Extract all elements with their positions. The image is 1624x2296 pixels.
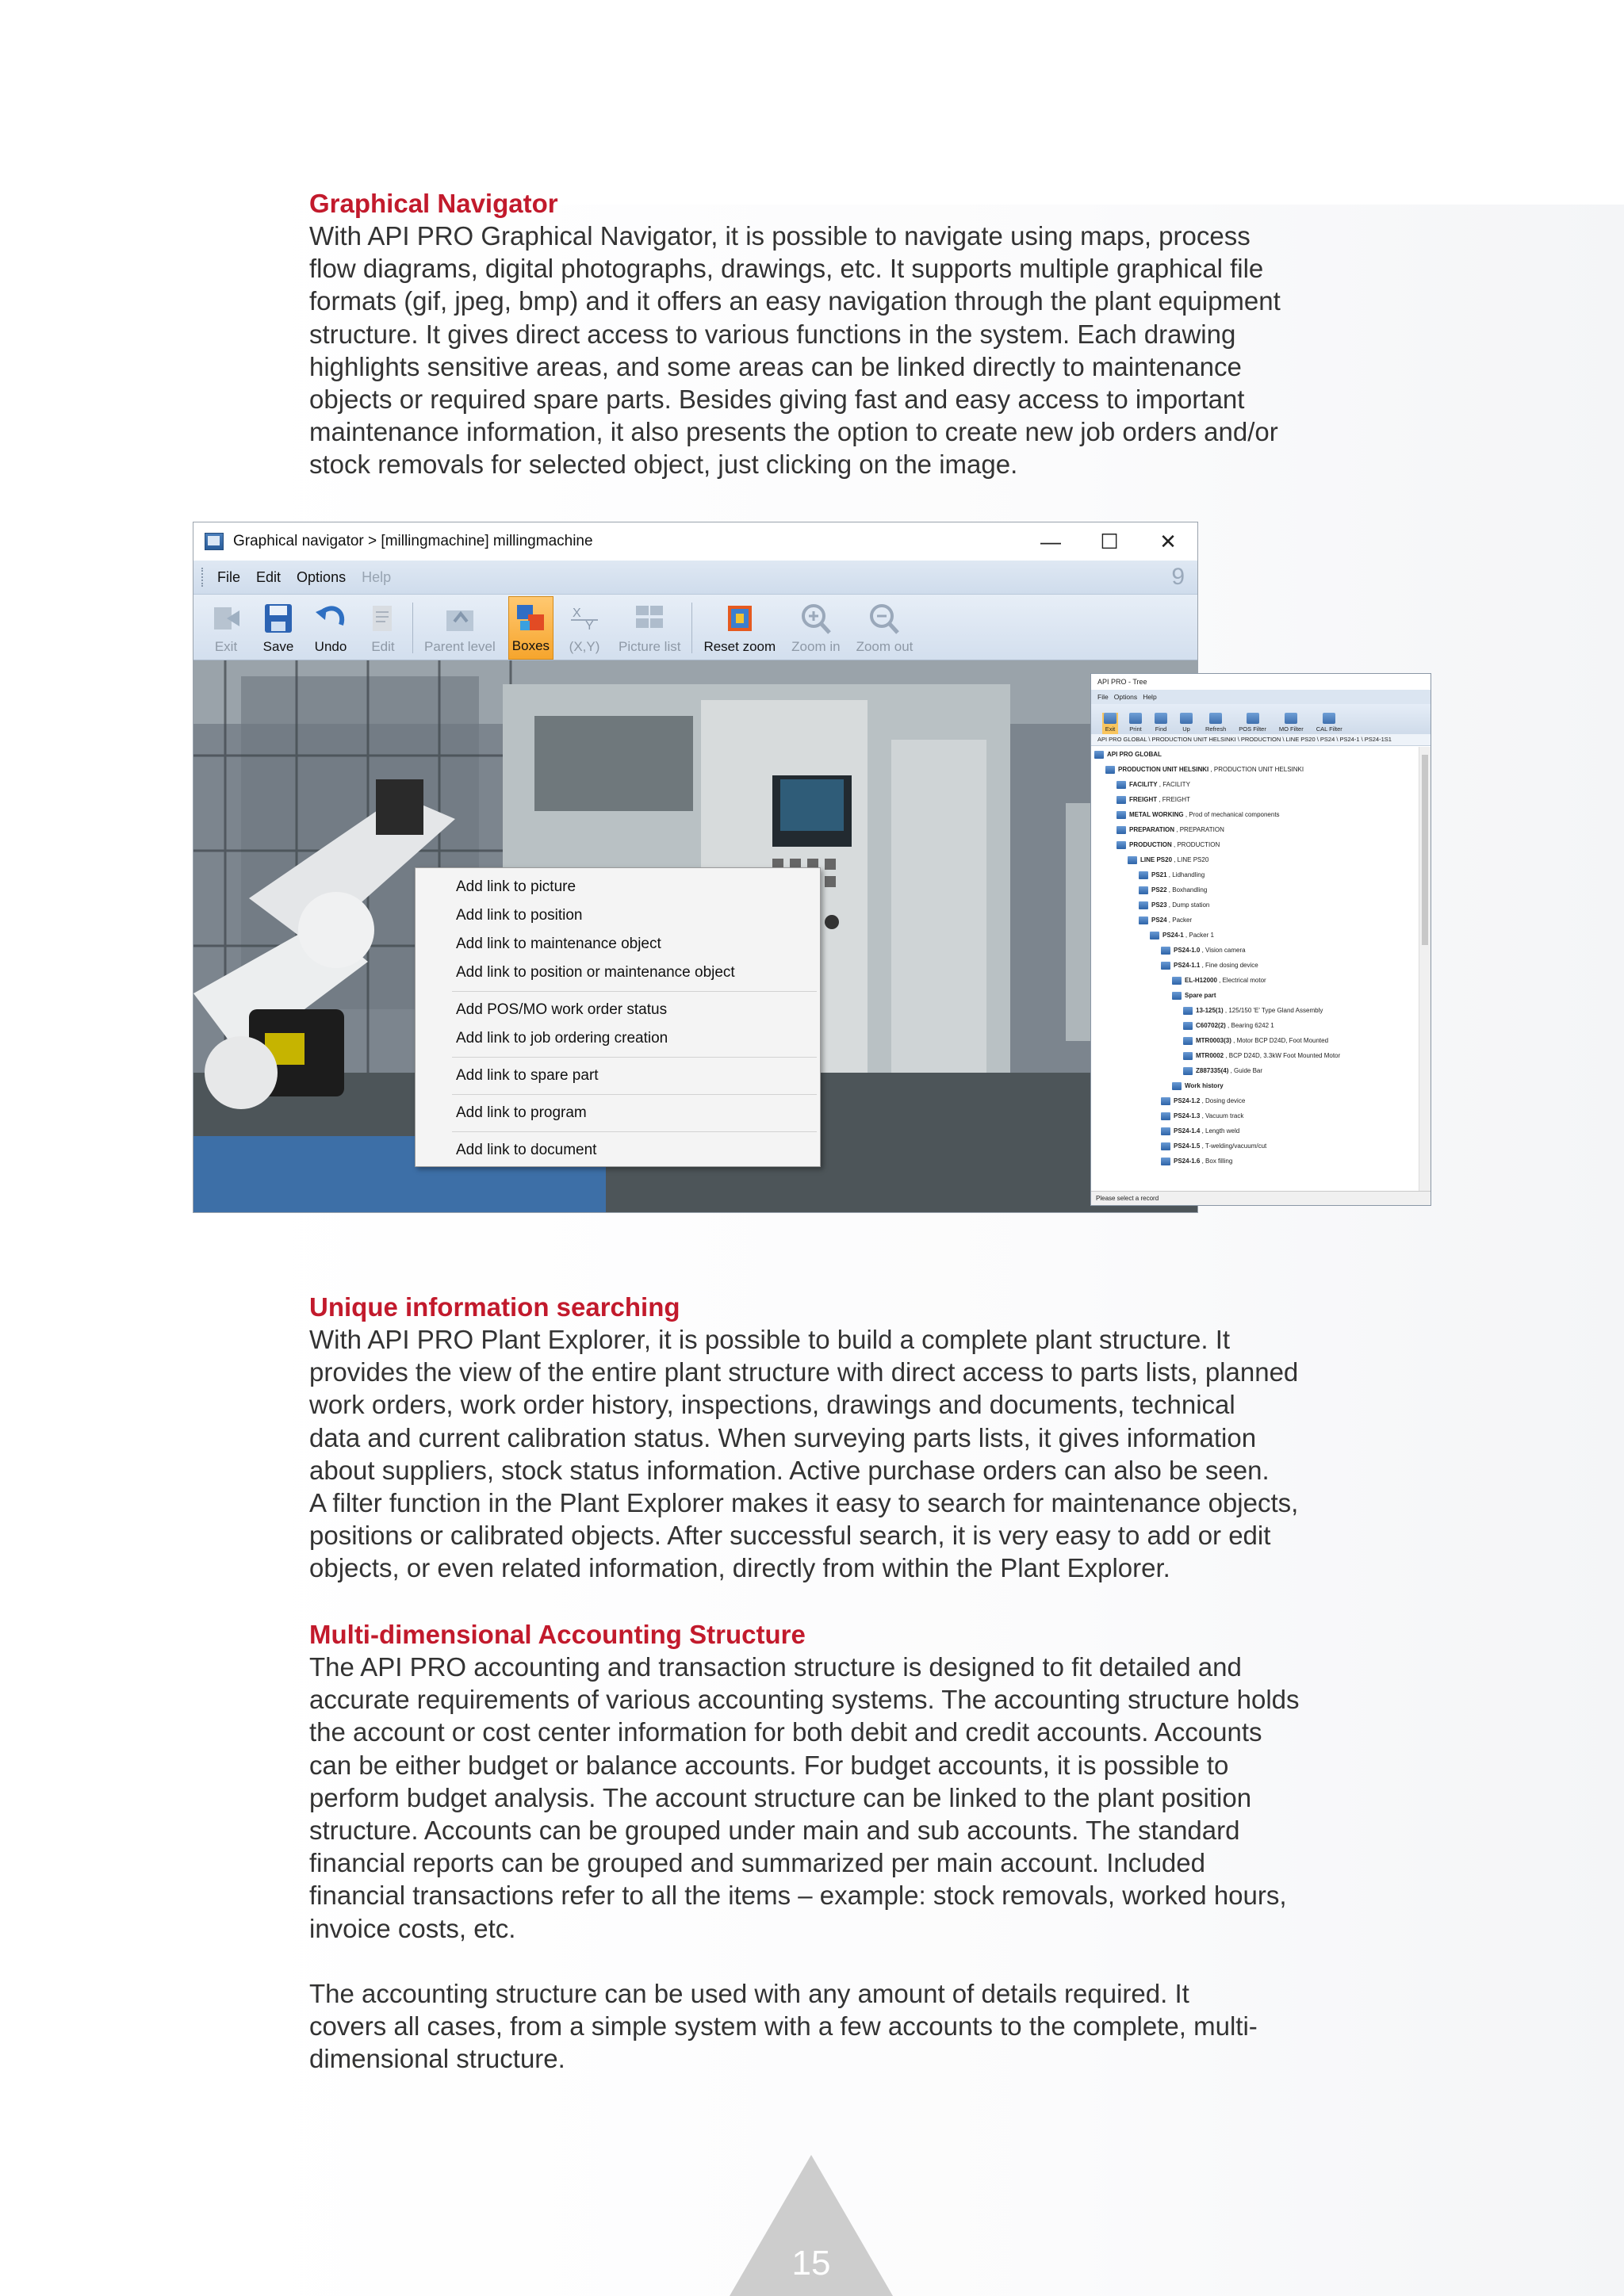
section-body-2: The accounting structure can be used with any amount of details required. It covers all cases, from a simple system with a few accounts to the complete, multi- dimensional structure. (309, 1978, 1258, 2074)
parent-level-button[interactable] (421, 596, 499, 660)
menu-file[interactable]: File (217, 568, 241, 585)
tree-row-desc: , PRODUCTION (1171, 841, 1220, 848)
exit-icon (208, 601, 244, 636)
node-icon (1161, 1097, 1170, 1105)
tree-row-code: C60702(2) (1196, 1022, 1226, 1029)
tree-row-code: PS21 (1151, 871, 1167, 878)
toolbar-separator (691, 603, 692, 653)
menu-separator (452, 1094, 817, 1095)
tree-row[interactable] (1161, 1138, 1266, 1154)
tree-row-code: PS24-1.4 (1174, 1127, 1201, 1135)
tree-row[interactable] (1161, 1093, 1245, 1108)
boxes-icon (512, 600, 549, 635)
tree-row-desc: , FREIGHT (1157, 796, 1190, 803)
tree-row-desc: , FACILITY (1157, 781, 1190, 788)
undo-button[interactable] (309, 596, 352, 660)
zoom-out-label: Zoom out (856, 639, 914, 654)
picture-list-button[interactable] (615, 596, 684, 660)
context-menu (415, 867, 821, 1167)
tree-row[interactable] (1105, 762, 1304, 777)
node-icon (1116, 811, 1126, 819)
tree-window-title: API PRO - Tree (1091, 674, 1431, 690)
section-body: The API PRO accounting and transaction structure is designed to fit detailed and accurate requirements of various accounting systems. The accounting structure holds the account or cost center information for both debit and credit accounts. Accounts can be either budget or balance accounts. For budget accounts, it is possible to perform budget analysis. The account structure can be linked to the plant position structure. Accounts can be grouped under main and sub accounts. The standard financial reports can be grouped and summarized per main account. Included financial transactions refer to all the items – example: stock removals, worked hours, invoice costs, etc. (309, 1652, 1300, 1943)
help-icon[interactable]: 9 (1171, 564, 1185, 590)
maximize-button[interactable]: ☐ (1100, 529, 1119, 553)
save-label: Save (262, 639, 294, 654)
tree-cal-filter-label: CAL Filter (1316, 725, 1342, 733)
filter-icon (1247, 713, 1259, 724)
tree-row-desc: , Vision camera (1200, 947, 1246, 954)
toolbar-separator (412, 603, 413, 653)
tree-exit-label: Exit (1105, 725, 1116, 733)
save-button[interactable] (257, 596, 300, 660)
tree-row-code: PS24-1.3 (1174, 1112, 1201, 1119)
tree-mo-filter-label: MO Filter (1278, 725, 1304, 733)
app-icon (205, 533, 224, 550)
tree-row-desc: , Guide Bar (1228, 1067, 1263, 1074)
tree-row-code: API PRO GLOBAL (1107, 751, 1162, 758)
node-icon (1139, 871, 1148, 879)
node-icon (1116, 841, 1126, 849)
ctx-add-link-to-maintenance-object[interactable]: Add link to maintenance object (456, 936, 661, 952)
tree-row-code: PS24-1.6 (1174, 1158, 1201, 1165)
menu-grip (201, 568, 206, 587)
tree-row-desc: , Dump station (1166, 901, 1210, 909)
ctx-add-link-to-job-ordering-creation[interactable]: Add link to job ordering creation (456, 1030, 668, 1047)
print-icon (1129, 713, 1142, 724)
zoom-out-icon (866, 601, 902, 636)
tree-row-desc: , PRODUCTION UNIT HELSINKI (1208, 766, 1304, 773)
tree-row[interactable] (1183, 1003, 1323, 1018)
tree-row-desc: , BCP D24D, 3.3kW Foot Mounted Motor (1224, 1052, 1341, 1059)
menu-separator (452, 1131, 817, 1132)
tree-row-desc: , T-welding/vacuum/cut (1200, 1142, 1267, 1150)
tree-row-code: PS22 (1151, 886, 1167, 894)
tree-row-code: Work history (1185, 1082, 1224, 1089)
part-icon (1183, 1007, 1193, 1015)
picture-list-label: Picture list (619, 639, 681, 654)
tree-row-code: PRODUCTION (1129, 841, 1172, 848)
page-number: 15 (791, 2244, 831, 2283)
tree-row-desc: , LINE PS20 (1172, 856, 1209, 863)
tree-pos-filter-button[interactable] (1237, 713, 1268, 734)
ctx-add-pos-mo-work-order-status[interactable]: Add POS/MO work order status (456, 1001, 668, 1018)
node-icon (1139, 916, 1148, 924)
section-unique-information-searching (309, 1291, 1364, 1585)
zoom-in-button[interactable] (788, 596, 843, 660)
tree-row[interactable] (1116, 822, 1224, 837)
section-graphical-navigator (309, 187, 1364, 481)
tree-exit-button[interactable] (1102, 713, 1118, 734)
tree-row-code: LINE PS20 (1140, 856, 1173, 863)
tree-refresh-button[interactable] (1204, 713, 1228, 734)
menu-separator (452, 1057, 817, 1058)
refresh-icon (1209, 713, 1222, 724)
tree-row-code: PS24-1.5 (1174, 1142, 1201, 1150)
zoom-in-label: Zoom in (791, 639, 841, 654)
tree-row[interactable] (1172, 1078, 1224, 1093)
tree-row-desc: , Length weld (1200, 1127, 1240, 1135)
window-titlebar (193, 522, 1197, 561)
tree-status-bar: Please select a record (1091, 1191, 1431, 1205)
reset-zoom-label: Reset zoom (703, 639, 776, 654)
tree-row-desc: , PREPARATION (1174, 826, 1224, 833)
edit-label: Edit (371, 639, 395, 654)
tree-row[interactable] (1161, 1154, 1232, 1169)
tree-row-code: PS24 (1151, 916, 1167, 924)
section-body: With API PRO Graphical Navigator, it is possible to navigate using maps, process flow diagrams, digital photographs, drawings, etc. It supports multiple graphical file formats (gif, jpeg, bmp) and it offers an easy navigation through the plant equipment structure. It gives direct access to various functions in the system. Each drawing highlights sensitive areas, and some areas can be linked directly to maintenance objects or required spare parts. Besides giving fast and easy access to important maintenance information, it also presents the option to create new job orders and/or stock removals for selected object, just clicking on the image. (309, 221, 1281, 480)
tree-up-button[interactable] (1178, 713, 1194, 734)
tree-row[interactable] (1128, 852, 1208, 867)
tree-row-desc: , Boxhandling (1166, 886, 1208, 894)
menu-help[interactable]: Help (362, 568, 392, 585)
node-icon (1116, 796, 1126, 804)
tree-row-desc: , Dosing device (1200, 1097, 1246, 1104)
ctx-add-link-to-spare-part[interactable]: Add link to spare part (456, 1067, 599, 1084)
tree-window (1090, 673, 1431, 1206)
work-history-icon (1172, 1082, 1182, 1090)
reset-zoom-icon (722, 601, 758, 636)
find-icon (1155, 713, 1167, 724)
section-heading: Unique information searching (309, 1292, 680, 1322)
svg-text:Y: Y (585, 619, 594, 633)
tree-print-label: Print (1129, 725, 1142, 733)
tree-menu-file[interactable]: File (1097, 693, 1109, 701)
node-icon (1161, 1142, 1170, 1150)
xy-icon (566, 601, 603, 636)
tree-mo-filter-button[interactable] (1277, 713, 1305, 734)
tree-row-desc: , 125/150 'E' Type Gland Assembly (1223, 1007, 1323, 1014)
part-icon (1183, 1067, 1193, 1075)
node-icon (1139, 901, 1148, 909)
up-icon (1180, 713, 1193, 724)
parent-level-icon (442, 601, 478, 636)
tree-row-code: MTR0003(3) (1196, 1037, 1231, 1044)
node-icon (1161, 1112, 1170, 1120)
tree-row-desc: , Prod of mechanical components (1183, 811, 1280, 818)
menu-edit[interactable]: Edit (256, 568, 282, 585)
tree-row[interactable] (1139, 867, 1205, 882)
tree-row-code: PREPARATION (1129, 826, 1175, 833)
xy-label: (X,Y) (569, 639, 600, 654)
tree-row[interactable] (1094, 747, 1162, 762)
ctx-add-link-to-picture[interactable]: Add link to picture (456, 878, 576, 895)
section-body: With API PRO Plant Explorer, it is possible to build a complete plant structure. It provides the view of the entire plant structure with direct access to parts lists, planned work orders, work order history, inspections, drawings and documents, technical data and current calibration status. When surveying parts lists, it gives information about suppliers, stock status information. Active purchase orders can also be seen. A filter function in the Plant Explorer makes it easy to search for maintenance objects, positions or calibrated objects. After successful search, it is very easy to add or edit objects, or even related information, directly from within the Plant Explorer. (309, 1325, 1299, 1583)
part-icon (1183, 1022, 1193, 1030)
tree-row[interactable] (1183, 1033, 1328, 1048)
tree-row[interactable] (1116, 777, 1190, 792)
tree-scrollbar[interactable] (1419, 747, 1431, 1191)
tree-row[interactable] (1150, 928, 1214, 943)
tree-menu-help[interactable]: Help (1143, 693, 1157, 701)
tree-menu-options[interactable]: Options (1113, 693, 1138, 701)
exit-label: Exit (214, 639, 238, 654)
tree-row-desc: , Electrical motor (1216, 977, 1266, 984)
node-icon (1161, 1158, 1170, 1165)
tree-row-desc: , Packer (1166, 916, 1193, 924)
tree-row[interactable] (1161, 943, 1246, 958)
part-icon (1183, 1052, 1193, 1060)
section-heading: Graphical Navigator (309, 189, 558, 218)
tree-path: API PRO GLOBAL \ PRODUCTION UNIT HELSINKI \ PRODUCTION \ LINE PS20 \ PS24 \ PS24-1 \ PS24-1S1 (1091, 734, 1431, 746)
tree-row-code: PS24-1 (1162, 932, 1184, 939)
tree-find-label: Find (1155, 725, 1167, 733)
tree-refresh-label: Refresh (1205, 725, 1227, 733)
tree-row[interactable] (1161, 1108, 1243, 1123)
svg-text:X: X (573, 607, 581, 620)
tree-row-desc: , Box filling (1200, 1158, 1233, 1165)
tree-row-code: EL-H12000 (1185, 977, 1217, 984)
tree-row[interactable] (1139, 913, 1192, 928)
node-icon (1150, 932, 1159, 939)
tree-row[interactable] (1172, 988, 1216, 1003)
filter-icon (1323, 713, 1335, 724)
tree-row[interactable] (1161, 958, 1258, 973)
zoom-out-button[interactable] (853, 596, 917, 660)
edit-button[interactable] (362, 596, 404, 660)
ctx-add-link-to-position-or-maintenance-object[interactable]: Add link to position or maintenance object (456, 964, 735, 981)
tree-row[interactable] (1183, 1048, 1340, 1063)
tree-row-code: FACILITY (1129, 781, 1158, 788)
tree-row-code: METAL WORKING (1129, 811, 1184, 818)
tree-rows (1091, 747, 1419, 1191)
tree-row[interactable] (1183, 1063, 1262, 1078)
tree-row[interactable] (1183, 1018, 1274, 1033)
tree-row-code: PS24-1.2 (1174, 1097, 1201, 1104)
tree-row-code: 13-125(1) (1196, 1007, 1224, 1014)
menu-separator (452, 991, 817, 992)
parent-level-label: Parent level (424, 639, 496, 654)
tree-row-code: PS23 (1151, 901, 1167, 909)
tree-row[interactable] (1139, 882, 1207, 897)
reset-zoom-button[interactable] (700, 596, 779, 660)
spare-part-icon (1172, 992, 1182, 1000)
boxes-button[interactable] (508, 596, 553, 660)
tree-row-code: FREIGHT (1129, 796, 1158, 803)
node-icon (1116, 826, 1126, 834)
picture-list-icon (631, 601, 668, 636)
tree-row-code: PS24-1.1 (1174, 962, 1201, 969)
section-heading: Multi-dimensional Accounting Structure (309, 1620, 806, 1649)
tree-cal-filter-button[interactable] (1315, 713, 1344, 734)
tree-row-desc: , Fine dosing device (1200, 962, 1258, 969)
node-icon (1172, 977, 1182, 985)
minimize-button[interactable]: — (1040, 529, 1061, 553)
tree-toolbar (1091, 704, 1431, 734)
exit-button[interactable] (205, 596, 247, 660)
tree-row-desc: , Bearing 6242 1 (1225, 1022, 1274, 1029)
tree-print-button[interactable] (1128, 713, 1143, 734)
tree-find-button[interactable] (1153, 713, 1169, 734)
tree-row-desc: , Motor BCP D24D, Foot Mounted (1231, 1037, 1329, 1044)
exit-icon (1104, 713, 1116, 724)
tree-row-code: Spare part (1185, 992, 1216, 999)
ctx-add-link-to-document[interactable]: Add link to document (456, 1142, 597, 1158)
tree-row-desc: , Vacuum track (1200, 1112, 1244, 1119)
undo-icon (312, 601, 349, 636)
tree-row-code: Z887335(4) (1196, 1067, 1229, 1074)
tree-row[interactable] (1139, 897, 1209, 913)
tree-row-code: PS24-1.0 (1174, 947, 1201, 954)
toolbar (193, 595, 1197, 660)
boxes-label: Boxes (511, 638, 550, 653)
xy-button[interactable] (563, 596, 606, 660)
ctx-add-link-to-position[interactable]: Add link to position (456, 907, 583, 924)
node-icon (1161, 947, 1170, 955)
tree-menu-bar (1091, 690, 1431, 704)
tree-row-desc: , Packer 1 (1183, 932, 1214, 939)
node-icon (1139, 886, 1148, 894)
tree-row[interactable] (1116, 792, 1190, 807)
tree-row[interactable] (1172, 973, 1266, 988)
tree-row[interactable] (1161, 1123, 1239, 1138)
node-icon (1161, 1127, 1170, 1135)
section-accounting-structure (309, 1618, 1364, 2075)
tree-row[interactable] (1116, 807, 1280, 822)
menu-bar (193, 561, 1197, 595)
tree-row[interactable] (1116, 837, 1220, 852)
tree-row-code: PRODUCTION UNIT HELSINKI (1118, 766, 1209, 773)
tree-pos-filter-label: POS Filter (1239, 725, 1266, 733)
edit-icon (365, 601, 401, 636)
node-icon (1116, 781, 1126, 789)
zoom-in-icon (798, 601, 834, 636)
node-icon (1161, 962, 1170, 970)
tree-row-desc: , Lidhandling (1166, 871, 1205, 878)
globe-icon (1094, 751, 1104, 759)
ctx-add-link-to-program[interactable]: Add link to program (456, 1104, 587, 1121)
part-icon (1183, 1037, 1193, 1045)
filter-icon (1285, 713, 1297, 724)
node-icon (1105, 766, 1115, 774)
undo-label: Undo (314, 639, 347, 654)
node-icon (1128, 856, 1137, 864)
close-button[interactable]: ✕ (1159, 529, 1177, 553)
window-title: Graphical navigator > [millingmachine] millingmachine (233, 533, 593, 549)
menu-options[interactable]: Options (297, 568, 347, 585)
save-icon (260, 601, 297, 636)
tree-row-code: MTR0002 (1196, 1052, 1224, 1059)
tree-up-label: Up (1182, 725, 1190, 733)
